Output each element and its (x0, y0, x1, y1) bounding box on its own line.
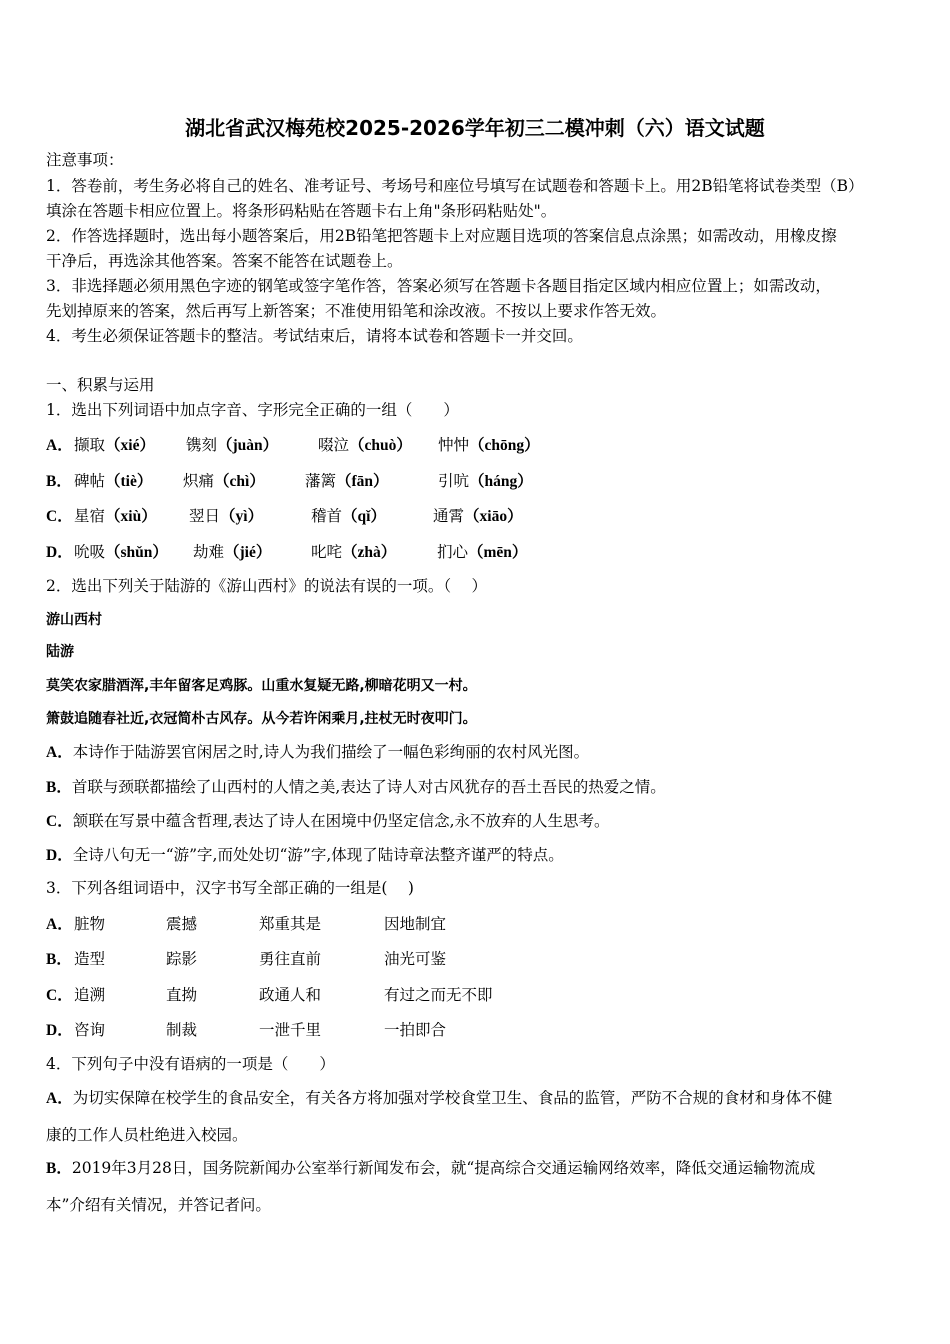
pinyin: （xié） (105, 437, 155, 454)
option-letter: A． (46, 744, 73, 761)
pinyin: （chì） (214, 473, 265, 490)
option-b (46, 1158, 815, 1179)
word: 撷取 (74, 436, 106, 454)
option-item (433, 504, 523, 526)
pinyin: （zhà） (342, 544, 397, 561)
option-letter: B． (46, 473, 72, 490)
option-b (46, 947, 72, 969)
pinyin: （xiāo） (464, 508, 523, 525)
option-item: 震撼 (166, 915, 198, 933)
notice-line: 1．答卷前，考生务必将自己的姓名、准考证号、考场号和座位号填写在试题卷和答题卡上。用2B铅笔将试卷类型（B） (46, 177, 864, 195)
option-a (46, 742, 589, 763)
option-c (46, 811, 610, 832)
option-item (438, 433, 540, 455)
option-item: 咨询 (74, 1021, 106, 1039)
option-item (74, 469, 152, 491)
pinyin: （yì） (220, 508, 264, 525)
option-text: 首联与颈联都描绘了山西村的人情之美,表达了诗人对古风犹存的吾土吾民的热爱之情。 (71, 778, 666, 796)
word: 啜泣 (318, 436, 350, 454)
question-stem: 1．选出下列词语中加点字音、字形完全正确的一组（ ） (46, 401, 459, 419)
option-d (46, 845, 564, 866)
option-letter: D． (46, 847, 73, 864)
word: 通霄 (433, 507, 465, 525)
option-a (46, 1088, 832, 1109)
option-letter: A． (46, 916, 73, 933)
option-letter: B． (46, 1160, 72, 1177)
pinyin: （tiè） (105, 473, 153, 490)
option-item (311, 504, 386, 526)
word: 翌日 (189, 507, 221, 525)
option-item: 一泄千里 (259, 1021, 322, 1039)
option-item: 直拗 (166, 986, 198, 1004)
pinyin: （qǐ） (342, 508, 386, 525)
word: 碑帖 (74, 472, 106, 490)
option-letter: B． (46, 779, 72, 796)
pinyin: （mēn） (468, 544, 528, 561)
option-item (74, 504, 157, 526)
question-stem: 3．下列各组词语中，汉字书写全部正确的一组是( ) (46, 879, 414, 897)
option-item (311, 540, 396, 562)
word: 吮吸 (74, 543, 106, 561)
option-letter: C． (46, 508, 73, 525)
option-letter: B． (46, 951, 72, 968)
pinyin: （shǔn） (105, 544, 168, 561)
word: 星宿 (74, 507, 106, 525)
option-d (46, 540, 73, 562)
option-letter: A． (46, 1090, 73, 1107)
notice-line: 先划掉原来的答案，然后再写上新答案；不准使用铅笔和涂改液。不按以上要求作答无效。 (46, 302, 667, 320)
word: 炽痛 (183, 472, 215, 490)
notice-line: 填涂在答题卡相应位置上。将条形码粘贴在答题卡右上角"条形码粘贴处"。 (46, 202, 557, 220)
notice-line: 干净后，再选涂其他答案。答案不能答在试题卷上。 (46, 252, 403, 270)
option-item (74, 433, 155, 455)
pinyin: （háng） (469, 473, 533, 490)
option-item: 脏物 (74, 915, 106, 933)
notice-line: 2．作答选择题时，选出每小题答案后，用2B铅笔把答题卡上对应题目选项的答案信息点涂黑；如需改动，用橡皮擦 (46, 227, 837, 245)
notice-line: 4．考生必须保证答题卡的整洁。考试结束后，请将本试卷和答题卡一并交回。 (46, 327, 583, 345)
option-item (305, 469, 389, 491)
option-text: 全诗八句无一“游”字,而处处切“游”字,体现了陆诗章法整齐谨严的特点。 (72, 846, 564, 864)
option-item: 政通人和 (259, 986, 322, 1004)
option-item: 追溯 (74, 986, 106, 1004)
option-item (186, 433, 278, 455)
question-stem: 2．选出下列关于陆游的《游山西村》的说法有误的一项。（ ） (46, 577, 488, 595)
option-letter: D． (46, 544, 73, 561)
pinyin: （fān） (336, 473, 389, 490)
option-item: 踪影 (166, 950, 198, 968)
option-item: 因地制宜 (384, 915, 447, 933)
pinyin: （chuò） (349, 437, 412, 454)
option-letter: D． (46, 1022, 73, 1039)
section-heading: 一、积累与运用 (46, 376, 155, 394)
option-b (46, 469, 72, 491)
option-text: 颔联在写景中蕴含哲理,表达了诗人在困境中仍坚定信念,永不放弃的人生思考。 (72, 812, 610, 830)
option-c (46, 983, 73, 1005)
option-text-cont: 本”介绍有关情况，并答记者问。 (46, 1196, 271, 1214)
poem-line: 莫笑农家腊酒浑,丰年留客足鸡豚。山重水复疑无路,柳暗花明又一村。 (46, 678, 477, 694)
option-item: 制裁 (166, 1021, 198, 1039)
option-c (46, 504, 73, 526)
pinyin: （jié） (224, 544, 272, 561)
pinyin: （chōng） (469, 437, 540, 454)
poem-title: 游山西村 (46, 612, 102, 628)
question-stem: 4．下列句子中没有语病的一项是（ ） (46, 1055, 335, 1073)
word: 劫难 (193, 543, 225, 561)
poem-author: 陆游 (46, 644, 74, 660)
option-text: 为切实保障在校学生的食品安全，有关各方将加强对学校食堂卫生、食品的监管，严防不合规的食材和身体不健 (72, 1089, 833, 1107)
option-a (46, 433, 73, 455)
notice-heading: 注意事项： (46, 151, 124, 169)
word: 引吭 (438, 472, 470, 490)
pinyin: （juàn） (217, 437, 279, 454)
option-item (74, 540, 168, 562)
poem-line: 箫鼓追随春社近,衣冠简朴古风存。从今若许闲乘月,拄杖无时夜叩门。 (46, 711, 477, 727)
option-d (46, 1018, 73, 1040)
option-item (193, 540, 271, 562)
option-item: 一拍即合 (384, 1021, 447, 1039)
option-letter: C． (46, 813, 73, 830)
option-item: 郑重其是 (259, 915, 322, 933)
word: 叱咤 (311, 543, 343, 561)
option-letter: C． (46, 987, 73, 1004)
option-b (46, 777, 666, 798)
option-item (189, 504, 263, 526)
option-item (318, 433, 412, 455)
option-text: 本诗作于陆游罢官闲居之时,诗人为我们描绘了一幅色彩绚丽的农村风光图。 (72, 743, 590, 761)
word: 扪心 (437, 543, 469, 561)
option-text: 2019年3月28日，国务院新闻办公室举行新闻发布会，就“提高综合交通运输网络效率，降低交通运输物流成 (71, 1159, 816, 1177)
word: 镌刻 (186, 436, 218, 454)
word: 稽首 (311, 507, 343, 525)
option-item (183, 469, 265, 491)
option-letter: A． (46, 437, 73, 454)
word: 藩篱 (305, 472, 337, 490)
option-item: 造型 (74, 950, 106, 968)
word: 忡忡 (438, 436, 470, 454)
option-text-cont: 康的工作人员杜绝进入校园。 (46, 1126, 248, 1144)
option-item: 有过之而无不即 (384, 986, 493, 1004)
pinyin: （xiù） (105, 508, 157, 525)
option-item: 油光可鉴 (384, 950, 447, 968)
option-a (46, 912, 73, 934)
option-item (438, 469, 533, 491)
notice-line: 3．非选择题必须用黑色字迹的钢笔或签字笔作答，答案必须写在答题卡各题目指定区域内相应位置上；如需改动， (46, 277, 831, 295)
option-item: 勇往直前 (259, 950, 322, 968)
option-item (437, 540, 527, 562)
page-title: 湖北省武汉梅苑校2025-2026学年初三二模冲刺（六）语文试题 (185, 116, 765, 140)
